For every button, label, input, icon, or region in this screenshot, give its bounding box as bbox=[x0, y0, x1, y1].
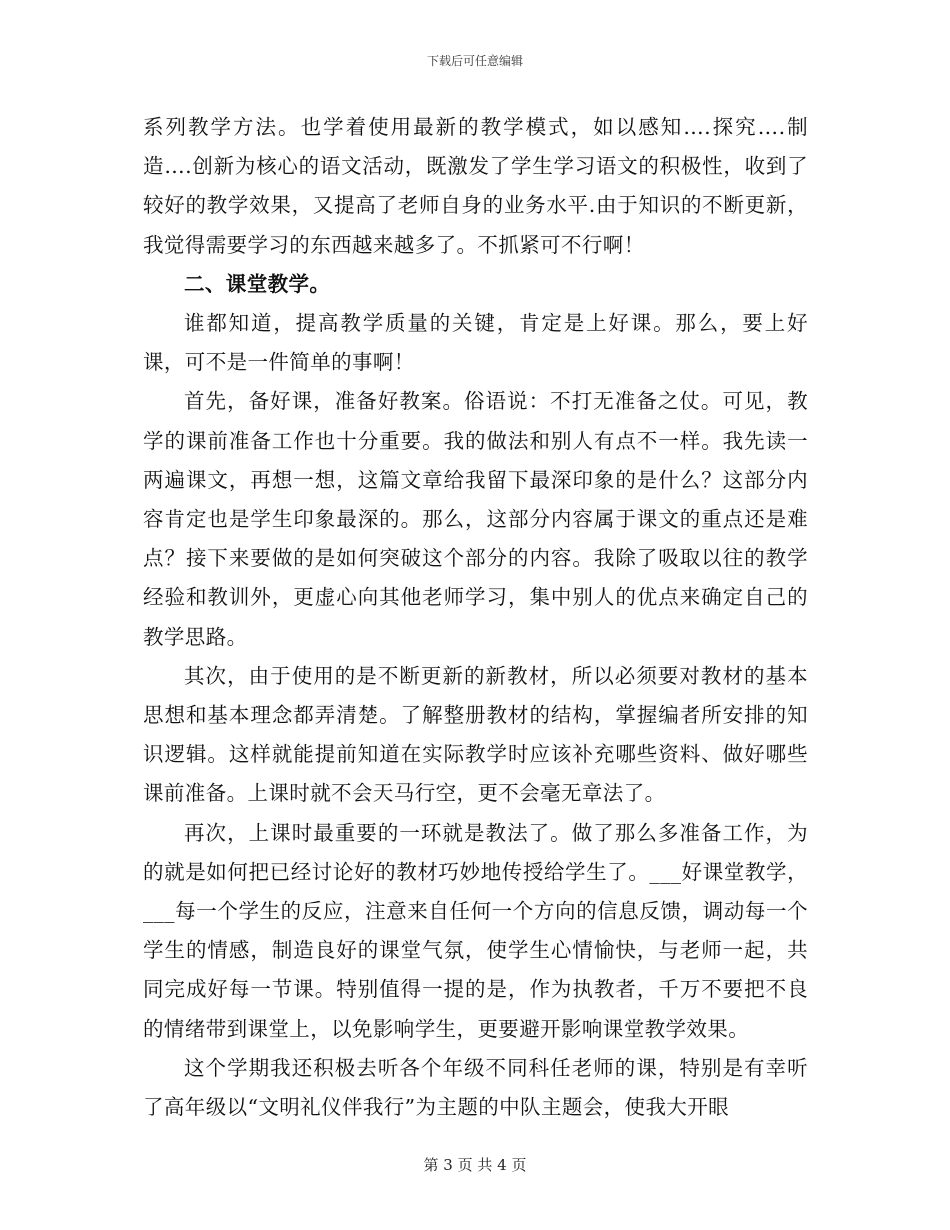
paragraph-3: 首先，备好课，准备好教案。俗语说：不打无准备之仗。可见，教学的课前准备工作也十分重要。我的做法和别人有点不一样。我先读一两遍课文，再想一想，这篇文章给我留下最深印象的是什么？这部分内容肯定也是学生印象最深的。那么，这部分内容属于课文的重点还是难点？接下来要做的是如何突破这个部分的内容。我除了吸取以往的教学经验和教训外，更虚心向其他老师学习，集中别人的优点来确定自己的教学思路。 bbox=[143, 389, 808, 649]
paragraph-4: 其次，由于使用的是不断更新的新教材，所以必须要对教材的基本思想和基本理念都弄清楚。了解整册教材的结构，掌握编者所安排的知识逻辑。这样就能提前知道在实际教学时应该补充哪些资料、做好哪些课前准备。上课时就不会天马行空，更不会毫无章法了。 bbox=[143, 663, 808, 806]
paragraph-2: 谁都知道，提高教学质量的关键，肯定是上好课。那么，要上好课，可不是一件简单的事啊！ bbox=[143, 311, 808, 375]
paragraph-5: 再次，上课时最重要的一环就是教法了。做了那么多准备工作，为的就是如何把已经讨论好的教材巧妙地传授给学生了。___好课堂教学，___每一个学生的反应，注意来自任何一个方向的信息反馈，调动每一个学生的情感，制造良好的课堂气氛，使学生心情愉快，与老师一起，共同完成好每一节课。特别值得一提的是，作为执教者，千万不要把不良的情绪带到课堂上，以免影响学生，更要避开影响课堂教学效果。 bbox=[143, 820, 808, 1041]
page-number: 第 3 页 共 4 页 bbox=[423, 1156, 527, 1174]
paragraph-6: 这个学期我还积极去听各个年级不同科任老师的课，特别是有幸听了高年级以“文明礼仪伴我行”为主题的中队主题会，使我大开眼 bbox=[143, 1055, 808, 1120]
page-header: 下载后可任意编辑 bbox=[426, 54, 523, 68]
paragraph-1: 系列教学方法。也学着使用最新的教学模式，如以感知….探究….制造….创新为核心的语文活动，既激发了学生学习语文的积极性，收到了较好的教学效果，又提高了老师自身的业务水平.由于知识的不断更新，我觉得需要学习的东西越来越多了。不抓紧可不行啊！ bbox=[143, 115, 808, 257]
section-heading: 二、课堂教学。 bbox=[184, 271, 331, 296]
document-body bbox=[143, 108, 808, 1127]
